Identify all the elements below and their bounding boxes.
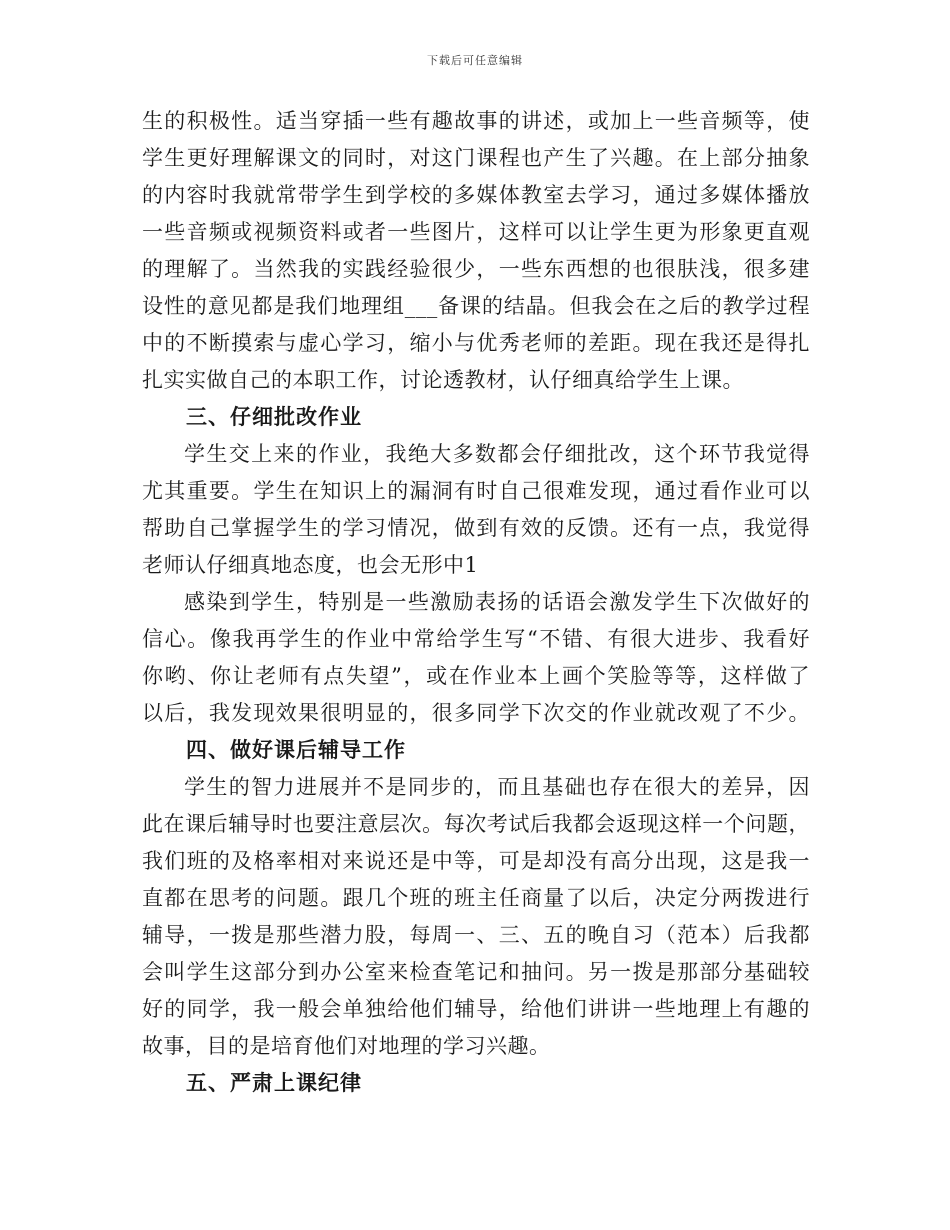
section-heading-5: 五、严肃上课纪律: [186, 1071, 362, 1095]
text-line: 学生的智力进展并不是同步的，而且基础也存在很大的差异，因: [184, 775, 810, 799]
page-header-note: 下载后可任意编辑: [427, 54, 523, 67]
text-line: 好的同学，我一般会单独给他们辅导，给他们讲讲一些地理上有趣的: [142, 997, 810, 1021]
text-line: 学生更好理解课文的同时，对这门课程也产生了兴趣。在上部分抽象: [142, 146, 810, 170]
text-line: 中的不断摸索与虚心学习，缩小与优秀老师的差距。现在我还是得扎: [142, 331, 810, 355]
text-line: 设性的意见都是我们地理组___备课的结晶。但我会在之后的教学过程: [142, 294, 810, 318]
text-line: 扎实实做自己的本职工作，讨论透教材，认仔细真给学生上课。: [142, 368, 744, 392]
paragraph-3: [142, 589, 810, 726]
text-line: 一些音频或视频资料或者一些图片，这样可以让学生更为形象更直观: [142, 220, 810, 244]
text-line: 生的积极性。适当穿插一些有趣故事的讲述，或加上一些音频等，使: [142, 109, 810, 133]
paragraph-4: [142, 774, 810, 1059]
text-line: 的内容时我就常带学生到学校的多媒体教室去学习，通过多媒体播放: [142, 183, 810, 207]
text-line: 我们班的及格率相对来说还是中等，可是却没有高分出现，这是我一: [142, 849, 810, 873]
section-heading-3: 三、仔细批改作业: [186, 405, 362, 429]
text-line: 你哟、你让老师有点失望”，或在作业本上画个笑脸等等，这样做了: [142, 664, 810, 688]
text-line: 直都在思考的问题。跟几个班的班主任商量了以后，决定分两拨进行: [142, 886, 810, 910]
text-line: 的理解了。当然我的实践经验很少，一些东西想的也很肤浅，很多建: [142, 257, 810, 281]
text-line: 帮助自己掌握学生的学习情况，做到有效的反馈。还有一点，我觉得: [142, 516, 810, 540]
text-line: 辅导，一拨是那些潜力股，每周一、三、五的晚自习（范本）后我都: [142, 923, 810, 947]
paragraph-2: [142, 441, 810, 578]
paragraph-1: [142, 108, 810, 393]
document-body: [142, 108, 810, 1107]
text-line: 信心。像我再学生的作业中常给学生写“不错、有很大进步、我看好: [142, 627, 810, 651]
text-line: 故事，目的是培育他们对地理的学习兴趣。: [142, 1034, 551, 1058]
text-line: 尤其重要。学生在知识上的漏洞有时自己很难发现，通过看作业可以: [142, 479, 810, 503]
text-line: 感染到学生，特别是一些激励表扬的话语会激发学生下次做好的: [184, 590, 810, 614]
text-line: 会叫学生这部分到办公室来检查笔记和抽问。另一拨是那部分基础较: [142, 960, 810, 984]
text-line: 以后，我发现效果很明显的，很多同学下次交的作业就改观了不少。: [142, 701, 810, 725]
text-line: 老师认仔细真地态度，也会无形中1: [142, 553, 479, 577]
text-line: 此在课后辅导时也要注意层次。每次考试后我都会返现这样一个问题，: [142, 812, 810, 836]
text-line: 学生交上来的作业，我绝大多数都会仔细批改，这个环节我觉得: [184, 442, 810, 466]
section-heading-4: 四、做好课后辅导工作: [186, 738, 406, 762]
